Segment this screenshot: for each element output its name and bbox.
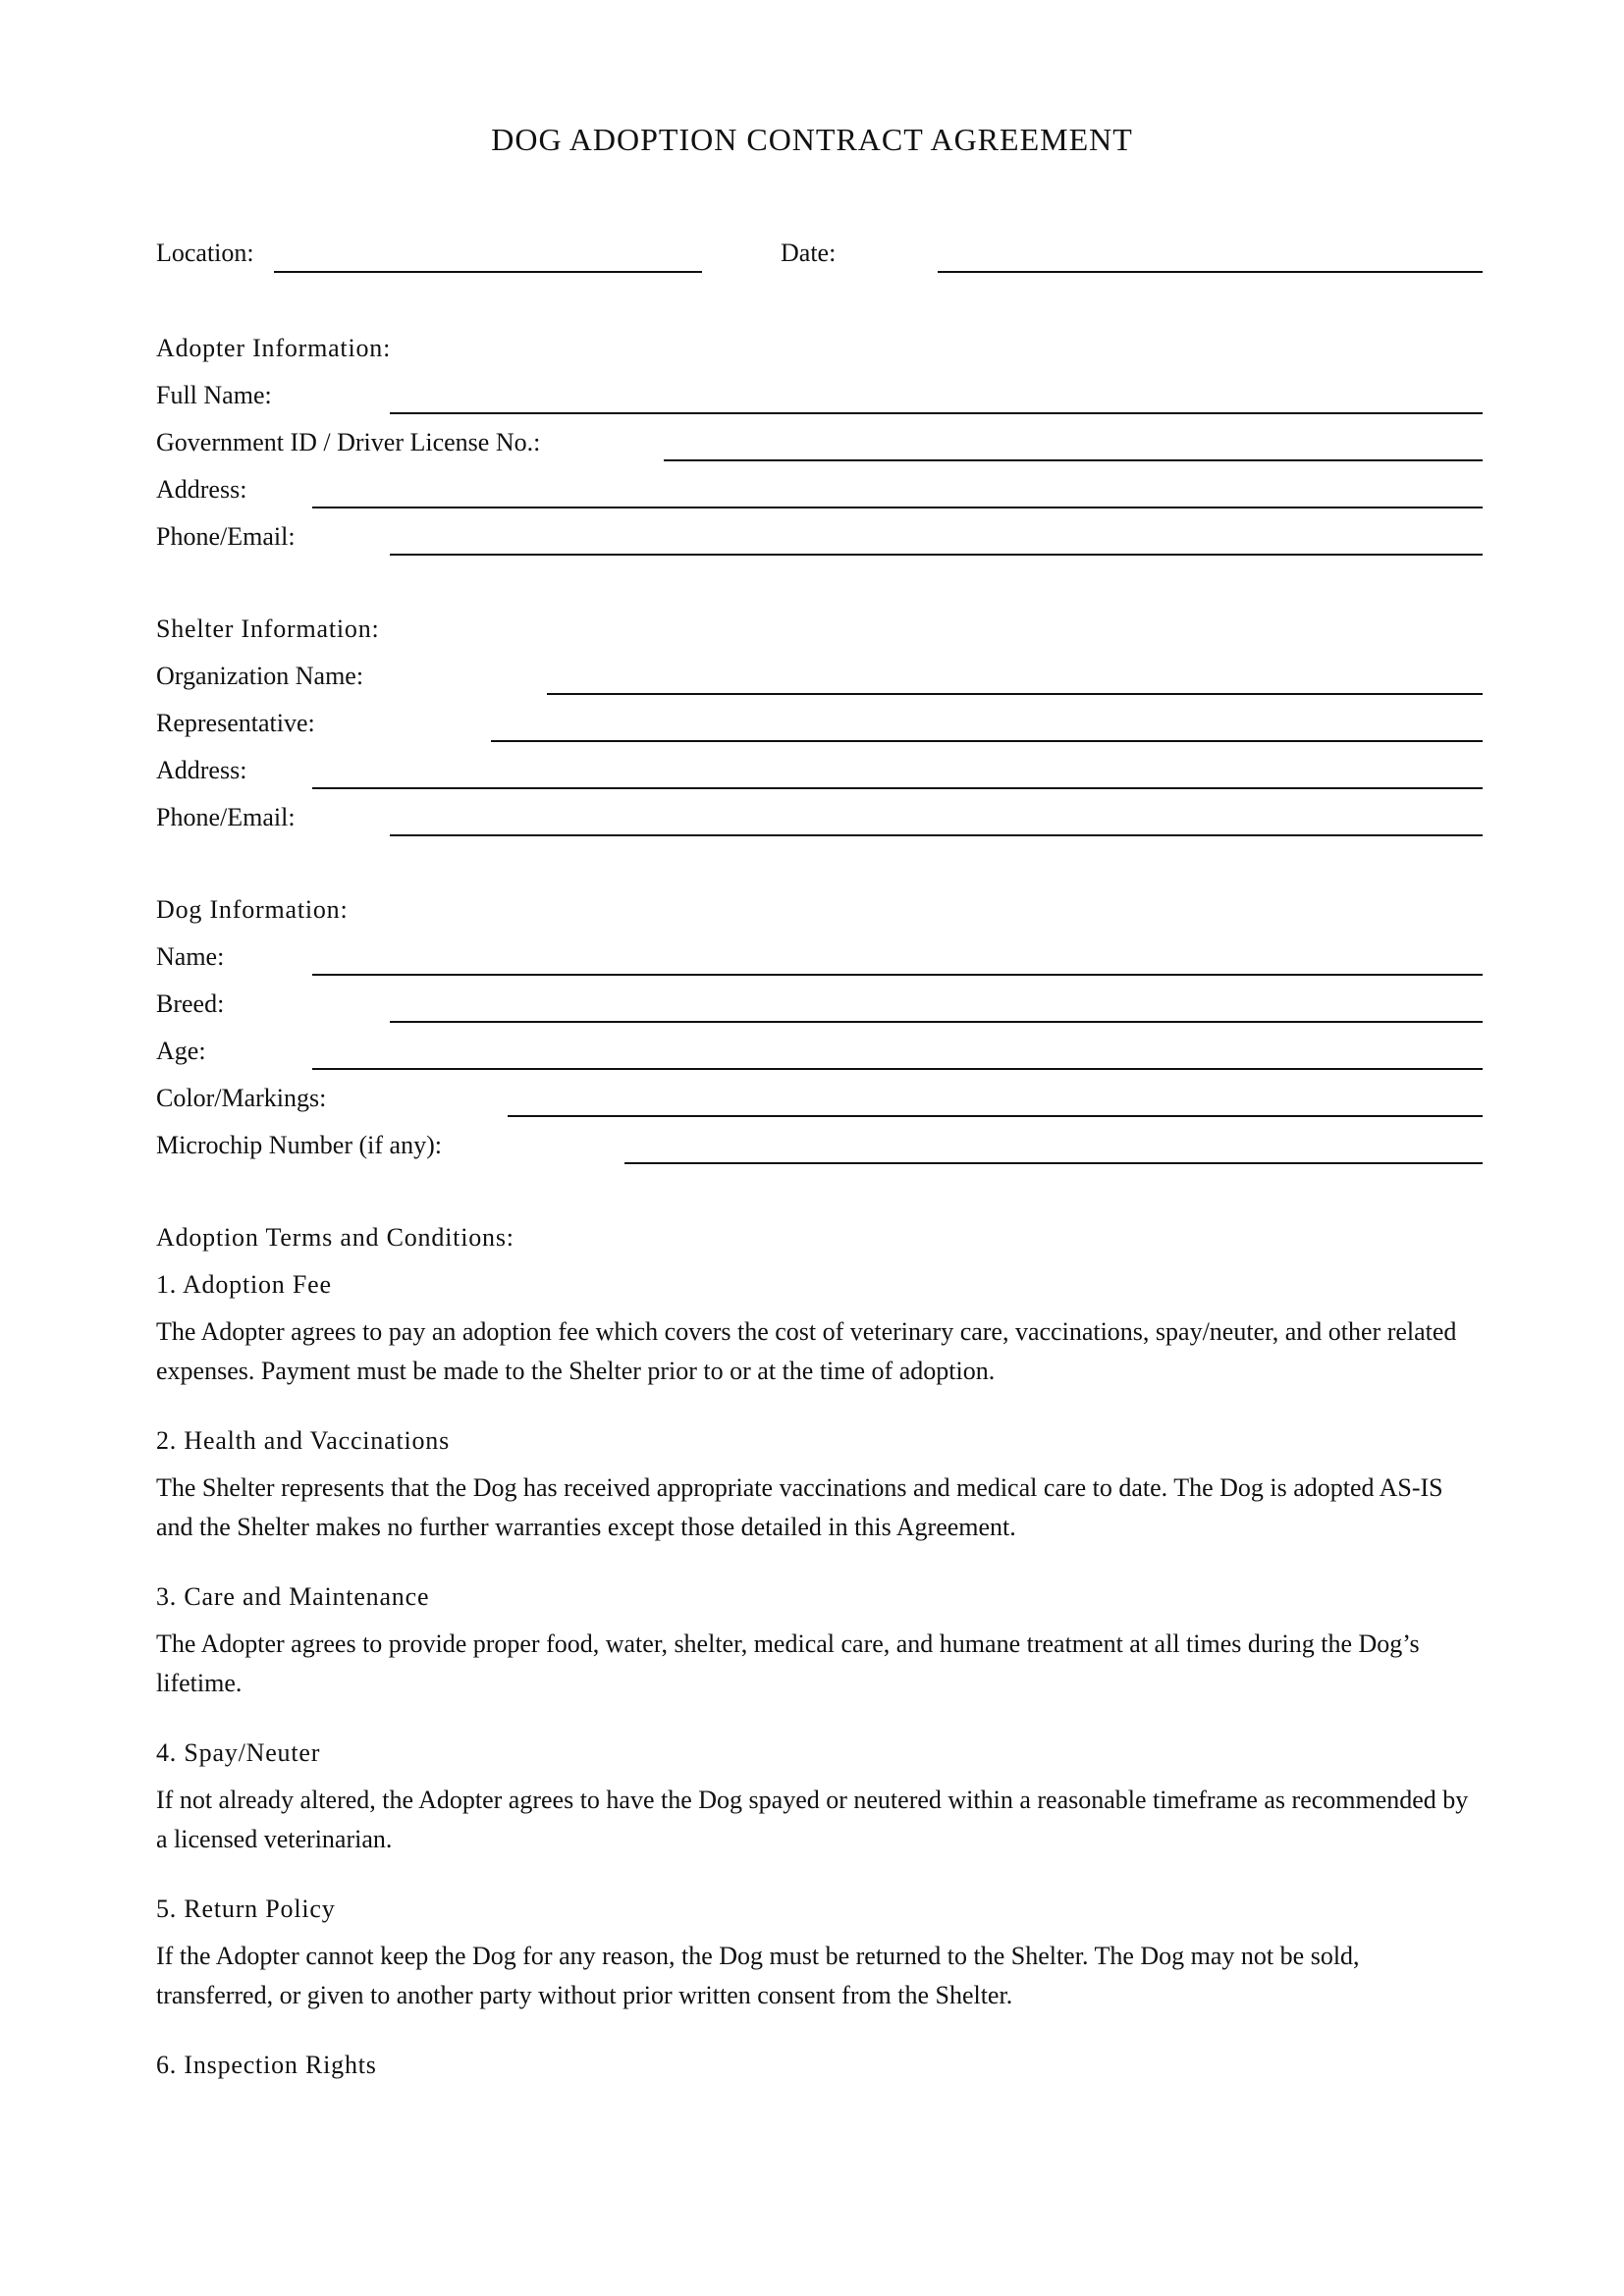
- document-title: DOG ADOPTION CONTRACT AGREEMENT: [491, 122, 1133, 157]
- adopter-gov-id-label: Government ID / Driver License No.:: [156, 428, 541, 456]
- term-text-care: The Adopter agrees to provide proper food, water, shelter, medical care, and humane treatment at all times during the Dog’s lifetime.: [156, 1629, 1420, 1697]
- date-label: Date:: [781, 239, 837, 267]
- dog-color-field[interactable]: [508, 1115, 1483, 1117]
- term-text-health: The Shelter represents that the Dog has received appropriate vaccinations and medical care to date. The Dog is adopted AS-IS and the Shelter makes no further warranties except those detailed in this Agreement.: [156, 1473, 1443, 1541]
- dog-age-field[interactable]: [312, 1068, 1483, 1070]
- dog-breed-field[interactable]: [390, 1021, 1483, 1023]
- adopter-phone-email-field[interactable]: [390, 554, 1483, 556]
- terms-heading: Adoption Terms and Conditions:: [156, 1223, 514, 1252]
- shelter-org-name-label: Organization Name:: [156, 662, 364, 690]
- term-title-health: 2. Health and Vaccinations: [156, 1426, 451, 1455]
- date-field[interactable]: [938, 271, 1483, 273]
- shelter-representative-field[interactable]: [491, 740, 1483, 742]
- dog-info-heading: Dog Information:: [156, 895, 349, 924]
- dog-microchip-label: Microchip Number (if any):: [156, 1131, 442, 1159]
- shelter-address-field[interactable]: [312, 787, 1483, 789]
- term-title-care: 3. Care and Maintenance: [156, 1582, 430, 1611]
- shelter-representative-label: Representative:: [156, 709, 315, 737]
- dog-name-label: Name:: [156, 942, 225, 971]
- adopter-full-name-label: Full Name:: [156, 381, 272, 409]
- adopter-address-field[interactable]: [312, 507, 1483, 508]
- term-text-return-policy: If the Adopter cannot keep the Dog for any reason, the Dog must be returned to the Shelter. The Dog may not be sold, transferred, or given to another party without prior written consent from the Shelter.: [156, 1942, 1360, 2009]
- shelter-address-label: Address:: [156, 756, 247, 784]
- location-label: Location:: [156, 239, 254, 267]
- shelter-org-name-field[interactable]: [547, 693, 1483, 695]
- dog-breed-label: Breed:: [156, 989, 225, 1018]
- dog-name-field[interactable]: [312, 974, 1483, 976]
- term-title-adoption-fee: 1. Adoption Fee: [156, 1270, 332, 1299]
- term-title-spay-neuter: 4. Spay/Neuter: [156, 1738, 321, 1767]
- dog-age-label: Age:: [156, 1037, 206, 1065]
- adopter-address-label: Address:: [156, 475, 247, 504]
- term-title-inspection-rights: 6. Inspection Rights: [156, 2051, 377, 2079]
- dog-microchip-field[interactable]: [624, 1162, 1483, 1164]
- adopter-full-name-field[interactable]: [390, 412, 1483, 414]
- adopter-gov-id-field[interactable]: [664, 459, 1483, 461]
- dog-color-label: Color/Markings:: [156, 1084, 327, 1112]
- adopter-info-heading: Adopter Information:: [156, 334, 392, 362]
- shelter-phone-email-label: Phone/Email:: [156, 803, 296, 831]
- location-field[interactable]: [274, 271, 702, 273]
- adopter-phone-email-label: Phone/Email:: [156, 522, 296, 551]
- term-text-adoption-fee: The Adopter agrees to pay an adoption fee which covers the cost of veterinary care, vaccinations, spay/neuter, and other related expenses. Payment must be made to the Shelter prior to or at the time of adoption.: [156, 1317, 1457, 1385]
- shelter-phone-email-field[interactable]: [390, 834, 1483, 836]
- term-title-return-policy: 5. Return Policy: [156, 1895, 336, 1923]
- shelter-info-heading: Shelter Information:: [156, 614, 380, 643]
- term-text-spay-neuter: If not already altered, the Adopter agrees to have the Dog spayed or neutered within a reasonable timeframe as recommended by a licensed veterinarian.: [156, 1786, 1469, 1853]
